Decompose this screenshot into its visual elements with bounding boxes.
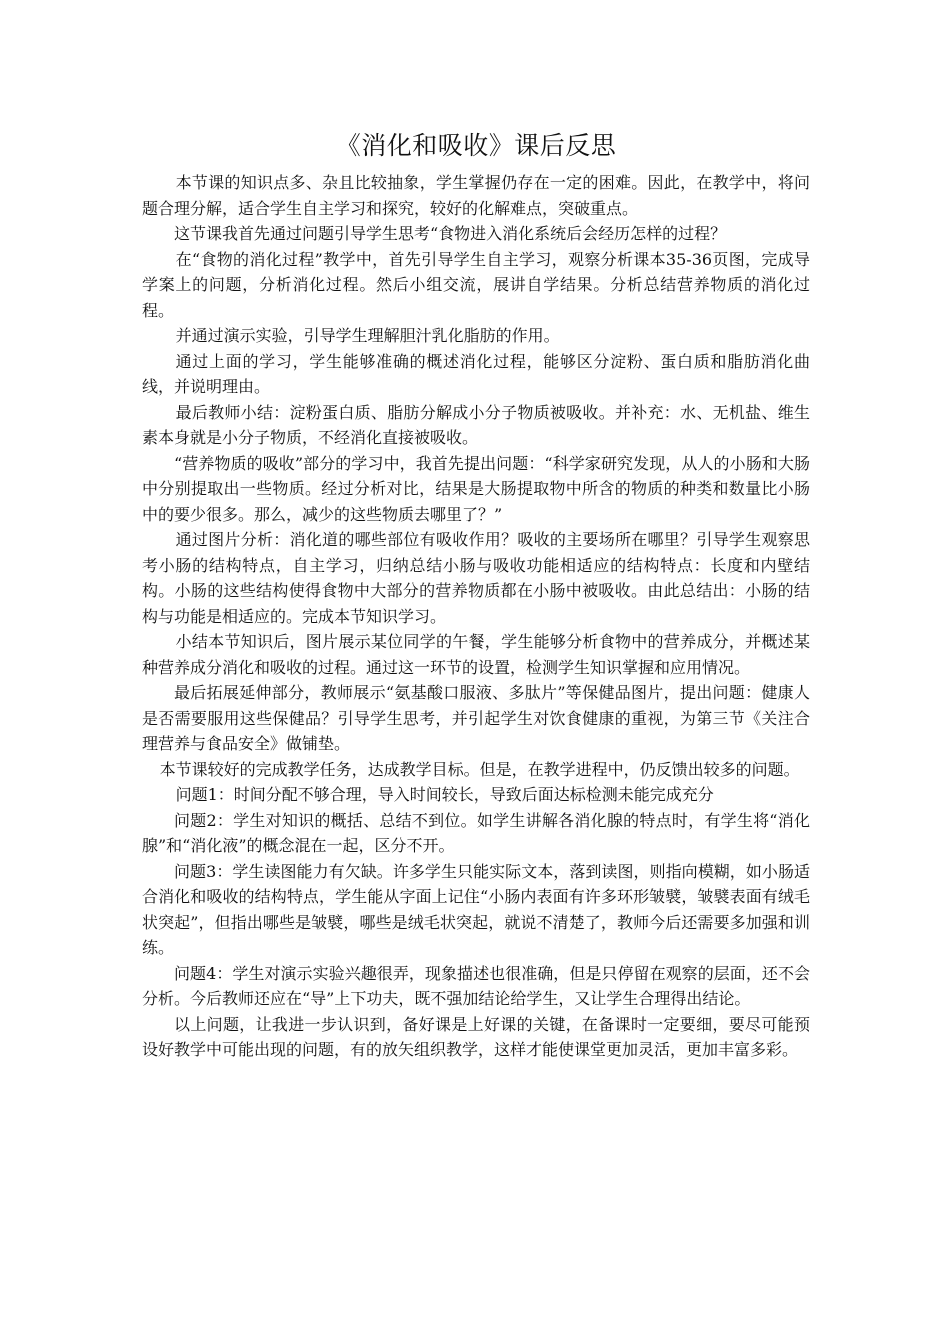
paragraph-15: 问题4：学生对演示实验兴趣很弄，现象描述也很准确，但是只停留在观察的层面，还不会分析。今后教师还应在“导”上下功夫，既不强加结论给学生，又让学生合理得出结论。 xyxy=(142,963,810,1008)
paragraph-1: 本节课的知识点多、杂且比较抽象，学生掌握仍存在一定的困难。因此，在教学中，将问题合理分解，适合学生自主学习和探究，较好的化解难点，突破重点。 xyxy=(142,173,810,218)
paragraph-12: 问题1：时间分配不够合理，导入时间较长，导致后面达标检测未能完成充分 xyxy=(175,785,714,804)
paragraph-9: 小结本节知识后，图片展示某位同学的午餐，学生能够分析食物中的营养成分，并概述某种营养成分消化和吸收的过程。通过这一环节的设置，检测学生知识掌握和应用情况。 xyxy=(142,632,810,677)
paragraph-4: 并通过演示实验，引导学生理解胆汁乳化脂肪的作用。 xyxy=(175,326,560,345)
document-title: 《消化和吸收》课后反思 xyxy=(335,131,617,160)
paragraph-5: 通过上面的学习，学生能够准确的概述消化过程，能够区分淀粉、蛋白质和脂肪消化曲线，并说明理由。 xyxy=(142,351,810,396)
paragraph-7: “营养物质的吸收”部分的学习中，我首先提出问题：“科学家研究发现，从人的小肠和大肠中分别提取出一些物质。经过分析对比，结果是大肠提取物中所含的物质的种类和数量比小肠中的要少很多。那么，减少的这些物质去哪里了？” xyxy=(142,453,810,524)
paragraph-6: 最后教师小结：淀粉蛋白质、脂肪分解成小分子物质被吸收。并补充：水、无机盐、维生素本身就是小分子物质，不经消化直接被吸收。 xyxy=(142,402,810,447)
paragraph-3: 在“食物的消化过程”教学中，首先引导学生自主学习，观察分析课本35-36页图，完成导学案上的问题，分析消化过程。然后小组交流，展讲自学结果。分析总结营养物质的消化过程。 xyxy=(142,249,810,320)
paragraph-10: 最后拓展延伸部分，教师展示“氨基酸口服液、多肽片”等保健品图片，提出问题：健康人是否需要服用这些保健品？引导学生思考，并引起学生对饮食健康的重视，为第三节《关注合理营养与食品安全》做铺垫。 xyxy=(142,683,810,753)
paragraph-11: 本节课较好的完成教学任务，达成教学目标。但是，在教学进程中，仍反馈出较多的问题。 xyxy=(159,759,800,779)
paragraph-2: 这节课我首先通过问题引导学生思考“食物进入消化系统后会经历怎样的过程？ xyxy=(174,224,727,243)
paragraph-16: 以上问题，让我进一步认识到，备好课是上好课的关键，在备课时一定要细，要尽可能预设好教学中可能出现的问题，有的放矢组织教学，这样才能使课堂更加灵活，更加丰富多彩。 xyxy=(142,1014,810,1059)
paragraph-8: 通过图片分析：消化道的哪些部位有吸收作用？吸收的主要场所在哪里？引导学生观察思考小肠的结构特点，自主学习，归纳总结小肠与吸收功能相适应的结构特点：长度和内壁结构。小肠的这些结构使得食物中大部分的营养物质都在小肠中被吸收。由此总结出：小肠的结构与功能是相适应的。完成本节知识学习。 xyxy=(142,530,810,626)
document-page xyxy=(142,128,810,1063)
paragraph-14: 问题3：学生读图能力有欠缺。许多学生只能实际文本，落到读图，则指向模糊，如小肠适合消化和吸收的结构特点，学生能从字面上记住“小肠内表面有许多环形皱襞，皱襞表面有绒毛状突起”，但指出哪些是皱襞，哪些是绒毛状突起，就说不清楚了，教师今后还需要多加强和训练。 xyxy=(142,861,810,957)
paragraph-13: 问题2：学生对知识的概括、总结不到位。如学生讲解各消化腺的特点时，有学生将“消化腺”和“消化液”的概念混在一起，区分不开。 xyxy=(142,810,810,855)
